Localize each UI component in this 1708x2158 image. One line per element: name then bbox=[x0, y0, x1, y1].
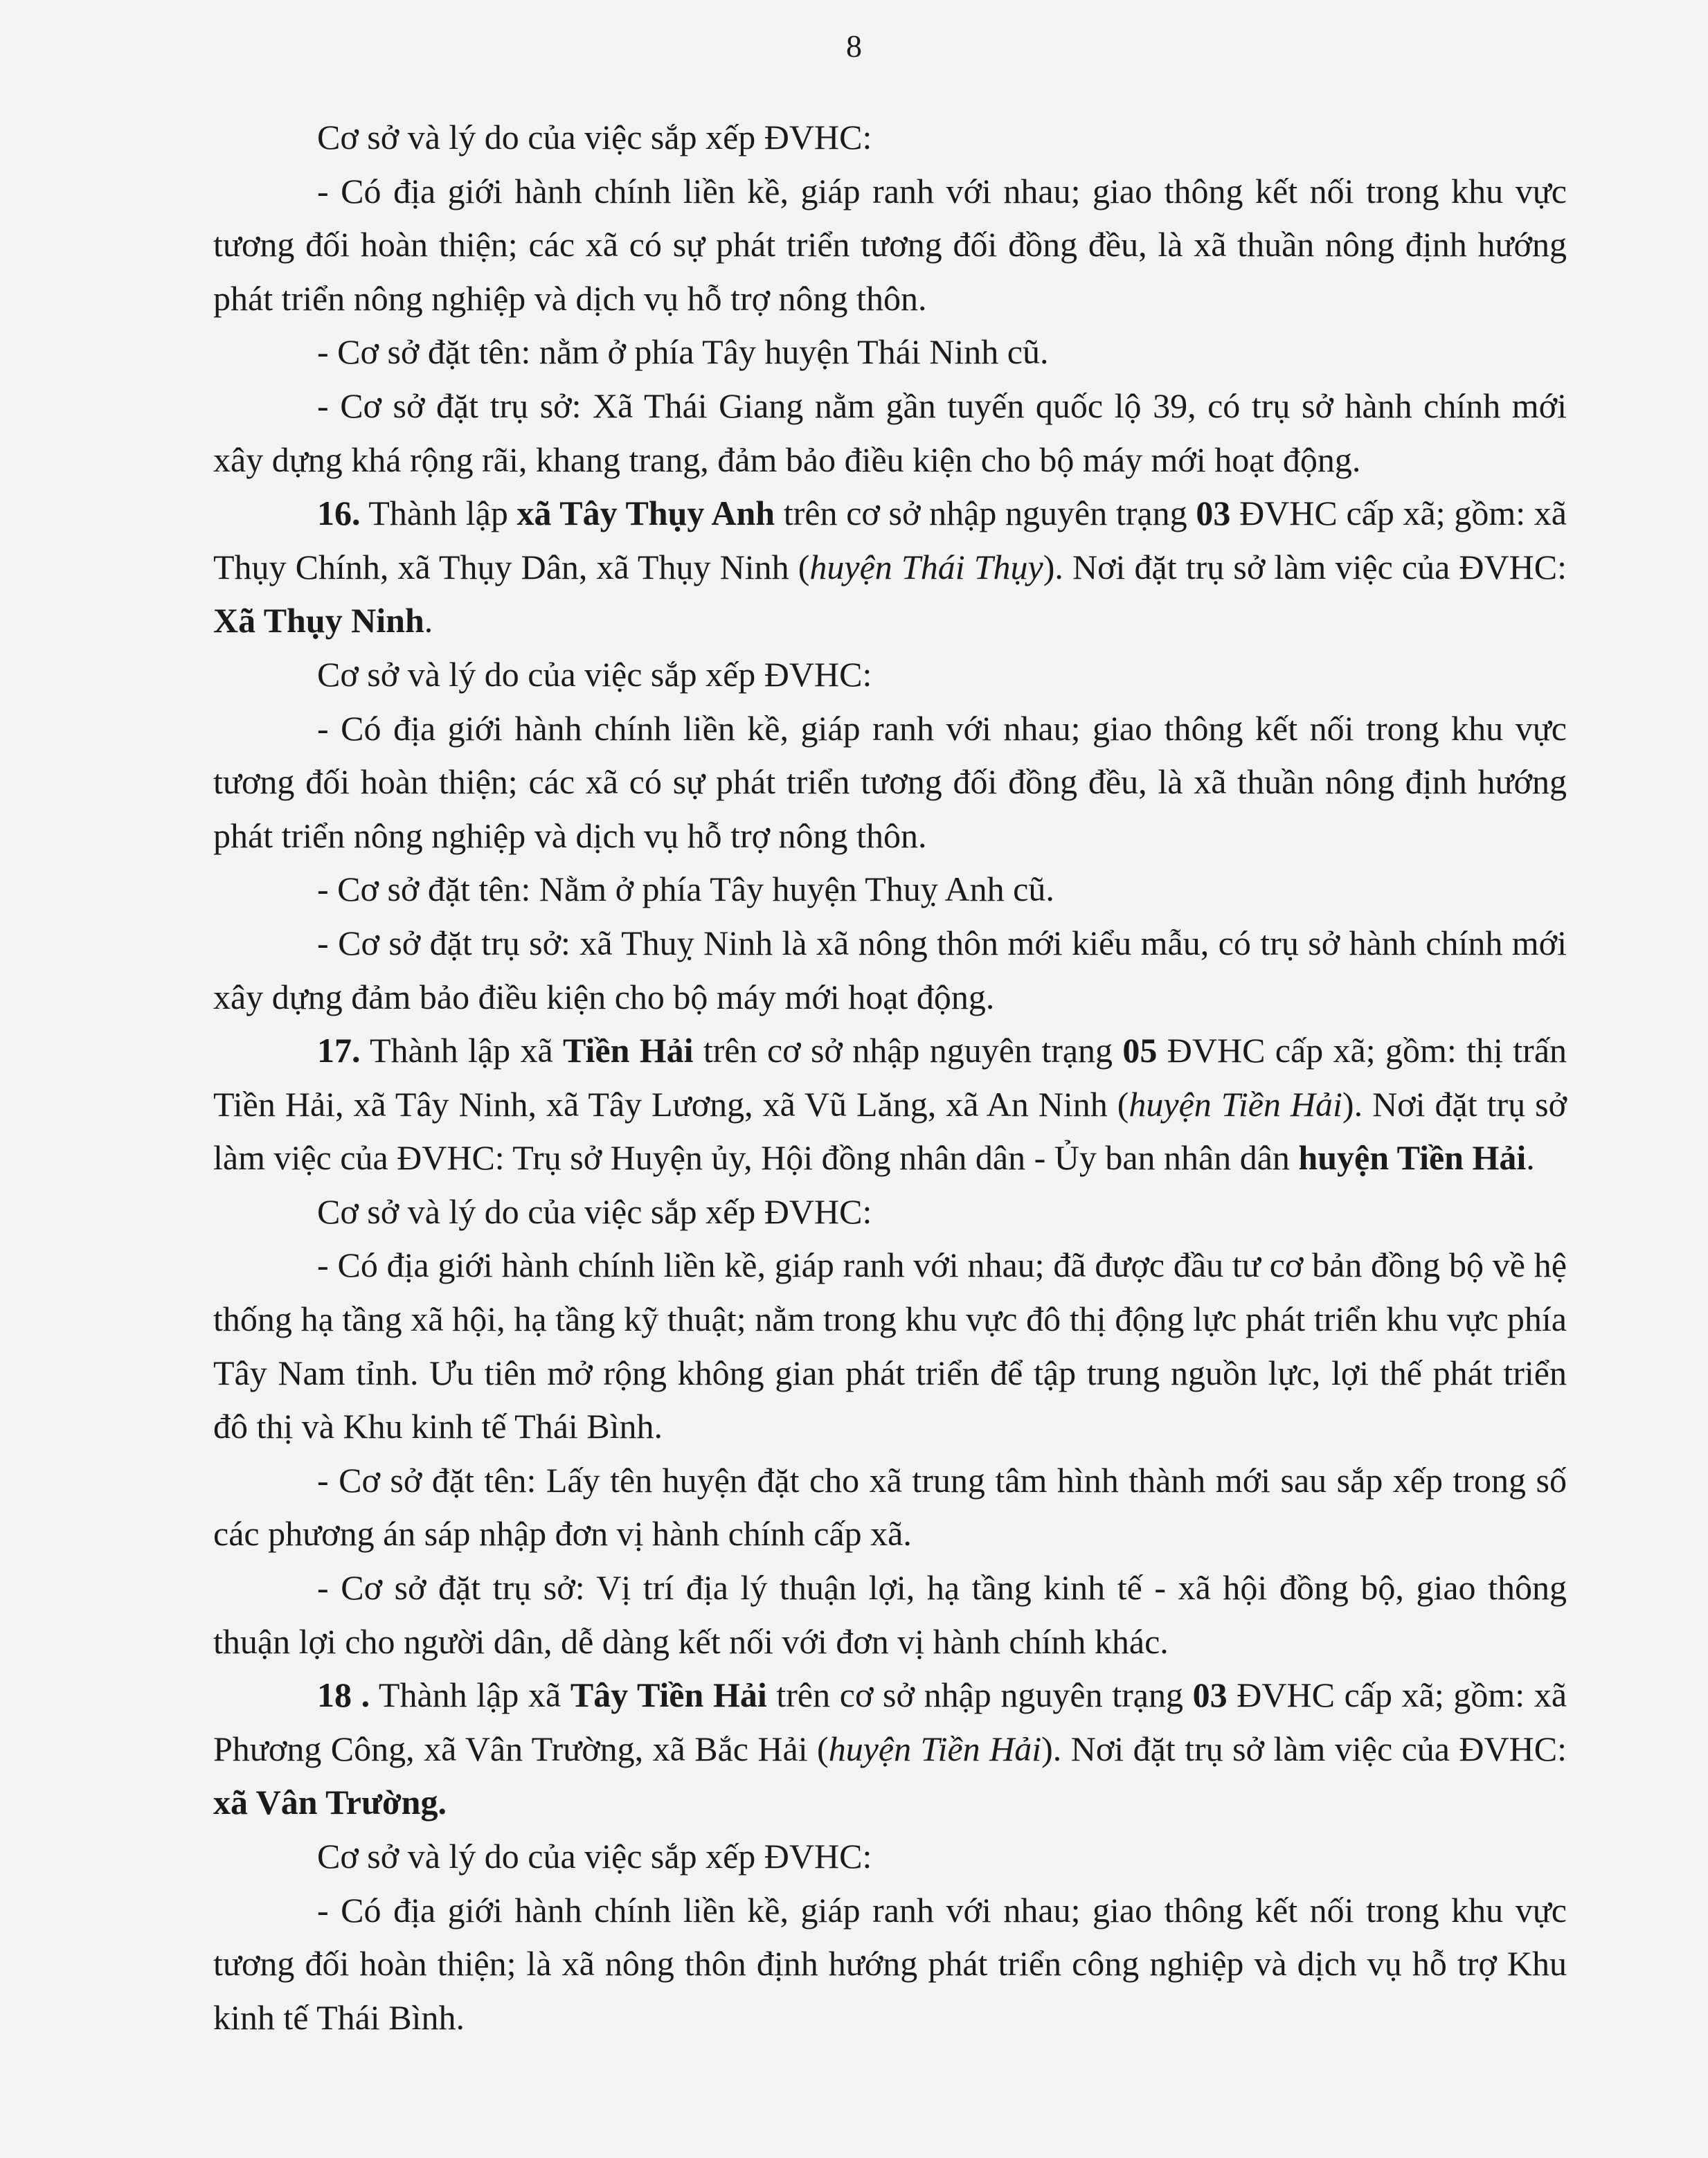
page-number: 8 bbox=[846, 28, 862, 64]
text-run: Tiền Hải bbox=[563, 1031, 694, 1070]
paragraph-p17 bbox=[213, 1884, 1567, 2045]
text-run: . bbox=[424, 601, 433, 640]
paragraph-p7 bbox=[213, 702, 1567, 863]
document-body bbox=[213, 111, 1567, 2044]
text-run: Xã Thụy Ninh bbox=[213, 601, 424, 640]
text-run: Cơ sở và lý do của việc sắp xếp ĐVHC: bbox=[317, 654, 872, 694]
text-run: - Cơ sở đặt trụ sở: Xã Thái Giang nằm gần tuyến quốc lộ 39, có trụ sở hành chính mới xây dựng khá rộng rãi, khang trang, đảm bảo điều kiện cho bộ máy mới hoạt động. bbox=[213, 386, 1567, 479]
paragraph-p14 bbox=[213, 1561, 1567, 1669]
text-run: - Cơ sở đặt trụ sở: xã Thuỵ Ninh là xã nông thôn mới kiểu mẫu, có trụ sở hành chính mới xây dựng đảm bảo điều kiện cho bộ máy mới hoạt động. bbox=[213, 923, 1567, 1016]
text-run: - Cơ sở đặt tên: nằm ở phía Tây huyện Thái Ninh cũ. bbox=[317, 332, 1049, 372]
text-run: - Cơ sở đặt tên: Lấy tên huyện đặt cho xã trung tâm hình thành mới sau sắp xếp trong số các phương án sáp nhập đơn vị hành chính cấp xã. bbox=[213, 1460, 1567, 1554]
paragraph-p2 bbox=[213, 165, 1567, 326]
text-run: 05 bbox=[1122, 1031, 1158, 1070]
text-run: trên cơ sở nhập nguyên trạng bbox=[775, 494, 1196, 533]
text-run: huyện Tiền Hải bbox=[828, 1729, 1042, 1768]
paragraph-p3 bbox=[213, 325, 1567, 379]
text-run: 18 . bbox=[317, 1675, 370, 1715]
paragraph-p1 bbox=[213, 111, 1567, 165]
text-run: Thành lập bbox=[360, 494, 517, 533]
text-run: xã Vân Trường. bbox=[213, 1783, 447, 1822]
text-run: Thành lập xã bbox=[360, 1031, 564, 1070]
paragraph-p5 bbox=[213, 487, 1567, 648]
text-run: Thành lập xã bbox=[370, 1675, 570, 1715]
text-run: - Có địa giới hành chính liền kề, giáp ranh với nhau; giao thông kết nối trong khu vực tương đối hoàn thiện; các xã có sự phát triển tương đối đồng đều, là xã thuần nông định hướng phát triển nông nghiệp và dịch vụ hỗ trợ nông thôn. bbox=[213, 171, 1567, 318]
text-run: ĐVHC cấp xã; gồm: xã Phương Công, xã Vân Trường, xã Bắc Hải ( bbox=[213, 1675, 1567, 1768]
text-run: ĐVHC cấp xã; gồm: xã Thụy Chính, xã Thụy Dân, xã Thụy Ninh ( bbox=[213, 494, 1567, 586]
text-run: ). Nơi đặt trụ sở làm việc của ĐVHC: bbox=[1041, 1729, 1567, 1768]
text-run: xã Tây Thụy Anh bbox=[516, 494, 775, 533]
paragraph-p11 bbox=[213, 1185, 1567, 1239]
text-run: huyện Tiền Hải bbox=[1298, 1138, 1527, 1178]
text-run: ĐVHC cấp xã; gồm: thị trấn Tiền Hải, xã Tây Ninh, xã Tây Lương, xã Vũ Lăng, xã An Ninh ( bbox=[213, 1031, 1567, 1124]
paragraph-p8 bbox=[213, 863, 1567, 917]
text-run: 03 bbox=[1196, 494, 1231, 533]
text-run: Cơ sở và lý do của việc sắp xếp ĐVHC: bbox=[317, 1192, 872, 1231]
text-run: ). Nơi đặt trụ sở làm việc của ĐVHC: bbox=[1043, 547, 1567, 586]
paragraph-p10 bbox=[213, 1024, 1567, 1185]
paragraph-p13 bbox=[213, 1454, 1567, 1561]
text-run: . bbox=[1526, 1138, 1535, 1178]
text-run: trên cơ sở nhập nguyên trạng bbox=[693, 1031, 1123, 1070]
text-run: - Có địa giới hành chính liền kề, giáp ranh với nhau; giao thông kết nối trong khu vực tương đối hoàn thiện; các xã có sự phát triển tương đối đồng đều, là xã thuần nông định hướng phát triển nông nghiệp và dịch vụ hỗ trợ nông thôn. bbox=[213, 708, 1567, 855]
text-run: Cơ sở và lý do của việc sắp xếp ĐVHC: bbox=[317, 118, 872, 156]
paragraph-p15 bbox=[213, 1669, 1567, 1830]
text-run: Cơ sở và lý do của việc sắp xếp ĐVHC: bbox=[317, 1837, 872, 1876]
text-run: huyện Tiền Hải bbox=[1129, 1084, 1342, 1124]
text-run: trên cơ sở nhập nguyên trạng bbox=[766, 1675, 1193, 1715]
text-run: ). Nơi đặt trụ sở làm việc của ĐVHC: Trụ sở Huyện ủy, Hội đồng nhân dân - Ủy ban nhân dân bbox=[213, 1084, 1567, 1178]
paragraph-p16 bbox=[213, 1830, 1567, 1884]
paragraph-p6 bbox=[213, 648, 1567, 702]
text-run: - Cơ sở đặt tên: Nằm ở phía Tây huyện Thuỵ Anh cũ. bbox=[317, 870, 1054, 909]
text-run: - Cơ sở đặt trụ sở: Vị trí địa lý thuận lợi, hạ tầng kinh tế - xã hội đồng bộ, giao thông thuận lợi cho người dân, dễ dàng kết nối với đơn vị hành chính khác. bbox=[213, 1568, 1567, 1661]
paragraph-p9 bbox=[213, 917, 1567, 1024]
text-run: 17. bbox=[317, 1031, 361, 1070]
text-run: huyện Thái Thụy bbox=[809, 547, 1043, 586]
text-run: 03 bbox=[1192, 1675, 1228, 1715]
text-run: - Có địa giới hành chính liền kề, giáp ranh với nhau; đã được đầu tư cơ bản đồng bộ về hệ thống hạ tầng xã hội, hạ tầng kỹ thuật; nằm trong khu vực đô thị động lực phát triển khu vực phía Tây Nam tỉnh. Ưu tiên mở rộng không gian phát triển để tập trung nguồn lực, lợi thế phát triển đô thị và Khu kinh tế Thái Bình. bbox=[213, 1246, 1567, 1446]
text-run: - Có địa giới hành chính liền kề, giáp ranh với nhau; giao thông kết nối trong khu vực tương đối hoàn thiện; là xã nông thôn định hướng phát triển công nghiệp và dịch vụ hỗ trợ Khu kinh tế Thái Bình. bbox=[213, 1890, 1567, 2037]
text-run: 16. bbox=[317, 494, 361, 533]
text-run: Tây Tiền Hải bbox=[570, 1675, 767, 1715]
paragraph-p12 bbox=[213, 1239, 1567, 1453]
paragraph-p4 bbox=[213, 379, 1567, 487]
